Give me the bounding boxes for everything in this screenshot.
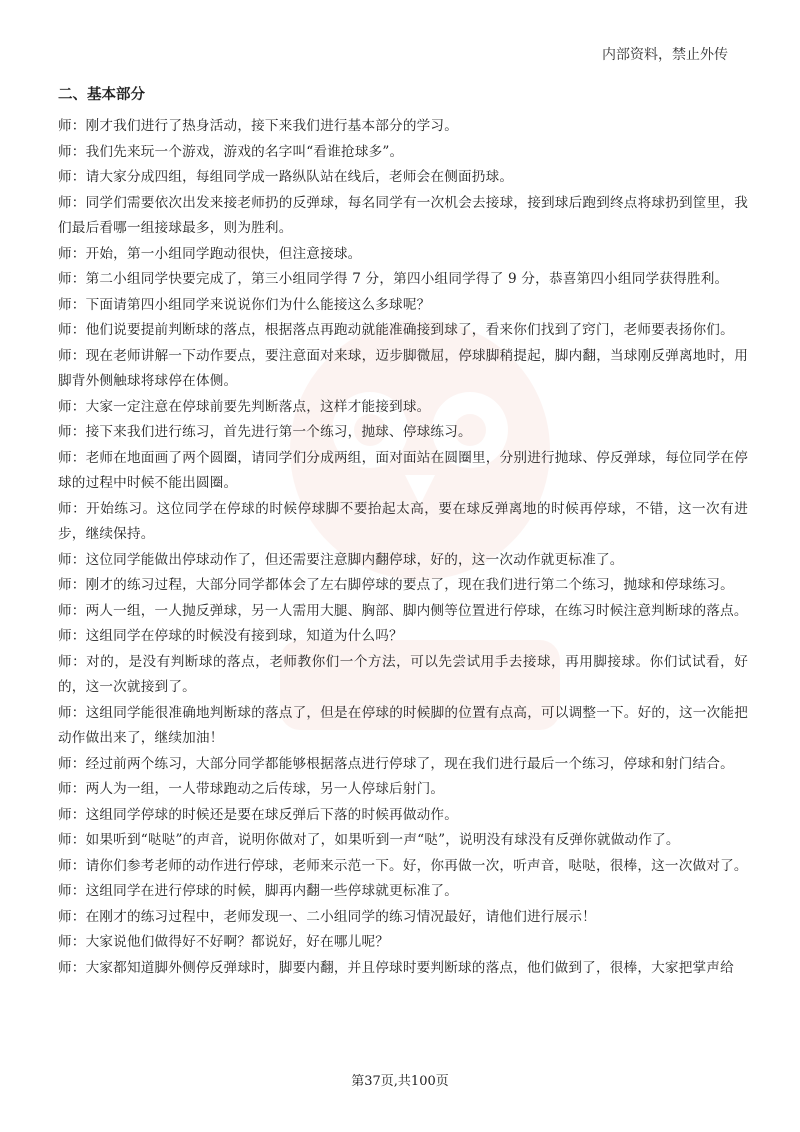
paragraph: 师：这组同学在停球的时候没有接到球，知道为什么吗？	[58, 628, 403, 644]
paragraph: 师：我们先来玩一个游戏，游戏的名字叫“看谁抢球多”。	[58, 143, 404, 160]
paragraph: 师：如果听到“哒哒”的声音，说明你做对了，如果听到一声“哒”，说明没有球没有反弹你就做动作了。	[58, 832, 680, 848]
paragraph: 师：开始练习。这位同学在停球的时候停球脚不要抬起太高，要在球反弹离地的时候再停球，不错，这一次有进步，继续保持。	[58, 500, 748, 542]
paragraph: 师：这组同学停球的时候还是要在球反弹后下落的时候再做动作。	[58, 806, 459, 823]
paragraph: 师：他们说要提前判断球的落点，根据落点再跑动就能准确接到球了，看来你们找到了窍门，老师要表扬你们。	[58, 322, 734, 338]
paragraph: 师：在刚才的练习过程中，老师发现一、二小组同学的练习情况最好，请他们进行展示！	[58, 908, 596, 925]
paragraph: 师：大家都知道脚外侧停反弹球时，脚要内翻，并且停球时要判断球的落点，他们做到了，很棒，大家把掌声给	[58, 959, 734, 976]
paragraph: 师：这组同学在进行停球的时候，脚再内翻一些停球就更标准了。	[58, 883, 459, 899]
confidential-note: 内部资料，禁止外传	[602, 47, 728, 63]
document-body	[58, 86, 748, 981]
paragraph: 师：现在老师讲解一下动作要点，要注意面对来球，迈步脚微屈，停球脚稍提起，脚内翻，当球刚反弹离地时，用脚背外侧触球将球停在体侧。	[58, 347, 748, 389]
paragraph: 师：请大家分成四组，每组同学成一路纵队站在线后，老师会在侧面扔球。	[58, 169, 514, 185]
paragraph: 师：请你们参考老师的动作进行停球，老师来示范一下。好，你再做一次，听声音，哒哒，很棒，这一次做对了。	[58, 857, 748, 874]
paragraph: 师：大家说他们做得好不好啊？都说好，好在哪儿呢？	[58, 934, 390, 950]
paragraph: 师：下面请第四小组同学来说说你们为什么能接这么多球呢？	[58, 296, 431, 313]
paragraph: 师：对的，是没有判断球的落点，老师教你们一个方法，可以先尝试用手去接球，再用脚接球。你们试试看，好的，这一次就接到了。	[58, 653, 748, 695]
paragraph: 师：开始，第一小组同学跑动很快，但注意接球。	[58, 245, 362, 262]
paragraph: 师：这组同学能很准确地判断球的落点了，但是在停球的时候脚的位置有点高，可以调整一下。好的，这一次能把动作做出来了，继续加油！	[58, 704, 748, 746]
paragraph: 师：刚才的练习过程，大部分同学都体会了左右脚停球的要点了，现在我们进行第二个练习，抛球和停球练习。	[58, 577, 734, 593]
paragraph: 师：老师在地面画了两个圆圈，请同学们分成两组，面对面站在圆圈里，分别进行抛球、停反弹球，每位同学在停球的过程中时候不能出圆圈。	[58, 449, 748, 491]
paragraph: 师：接下来我们进行练习，首先进行第一个练习，抛球、停球练习。	[58, 424, 472, 440]
page-number: 第37页,共100页	[351, 1074, 449, 1089]
paragraph: 师：同学们需要依次出发来接老师扔的反弹球，每名同学有一次机会去接球，接到球后跑到终点将球扔到筐里，我们最后看哪一组接球最多，则为胜利。	[58, 194, 748, 236]
paragraph: 师：大家一定注意在停球前要先判断落点，这样才能接到球。	[58, 398, 431, 415]
paragraph: 师：经过前两个练习，大部分同学都能够根据落点进行停球了，现在我们进行最后一个练习，停球和射门结合。	[58, 755, 734, 772]
paragraph: 师：第二小组同学快要完成了，第三小组同学得 7 分，第四小组同学得了 9 分，恭喜第四小组同学获得胜利。	[58, 271, 729, 287]
section-title: 二、基本部分	[58, 87, 145, 103]
paragraph: 师：两人一组，一人抛反弹球，另一人需用大腿、胸部、脚内侧等位置进行停球，在练习时候注意判断球的落点。	[58, 602, 748, 619]
paragraph: 师：两人为一组，一人带球跑动之后传球，另一人停球后射门。	[58, 781, 445, 797]
paragraph: 师：刚才我们进行了热身活动，接下来我们进行基本部分的学习。	[58, 118, 459, 134]
paragraph: 师：这位同学能做出停球动作了，但还需要注意脚内翻停球，好的，这一次动作就更标准了。	[58, 551, 624, 568]
